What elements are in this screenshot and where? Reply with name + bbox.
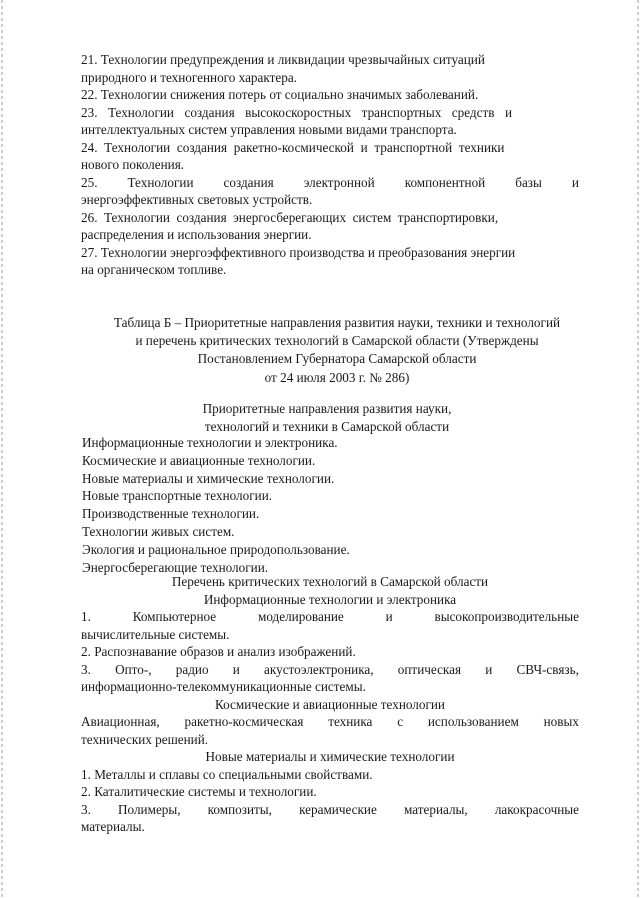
caption-line: Таблица Б – Приоритетные направления развития науки, техники и технологий [113,315,561,330]
list-item [81,86,579,104]
list-item: Космические и авиационные технологии. [82,452,316,468]
list-item: Технологии живых систем. [82,523,235,539]
list-item-line-justified: 3. Полимеры, композиты, керамические материалы, лакокрасочные [81,801,579,817]
list-item-line: информационно-телекоммуникационные системы. [81,679,366,694]
list-item-line: интеллектуальных систем управления новыми видами транспорта. [81,122,457,137]
technology-list-continued [81,51,579,279]
list-item-line: 22. Технологии снижения потерь от социально значимых заболеваний. [81,87,479,102]
group-heading: Космические и авиационные технологии [215,696,445,712]
list-item-line: 27. Технологии энергоэффективного производства и преобразования энергии [81,244,516,260]
list-item-line: распределения и использования энергии. [81,227,312,242]
list-item: Новые транспортные технологии. [82,488,273,504]
list-item-line: природного и техногенного характера. [81,69,297,85]
caption-line: и перечень критических технологий в Самарской области (Утверждены [135,333,539,349]
list-item [81,209,579,244]
scan-edge-left [1,0,3,898]
list-item [81,174,579,209]
title-line: технологий и техники в Самарской области [204,419,450,434]
critical-technologies [81,573,579,836]
list-item-line: нового поколения. [81,157,185,172]
list-item-line-justified: Авиационная, ракетно-космическая техника с использованием новых [81,714,579,729]
list-item: Энергосберегающие технологии. [82,559,269,575]
list-item [81,139,579,174]
list-item: 2. Распознавание образов и анализ изображений. [81,644,356,659]
list-item: Информационные технологии и электроника. [82,435,338,450]
list-item-line: вычислительные системы. [81,626,230,642]
list-item-line: на органическом топливе. [81,262,227,277]
critical-technologies-title: Перечень критических технологий в Самарской области [171,574,489,589]
list-item-line: энергоэффективных световых устройств. [81,192,313,207]
group-heading: Новые материалы и химические технологии [205,749,455,764]
caption-line: от 24 июля 2003 г. № 286) [264,369,410,385]
list-item-line: материалы. [81,819,145,834]
group-heading: Информационные технологии и электроника [203,591,457,607]
list-item-line-justified: 25. Технологии создания электронной компонентной базы и [81,174,579,190]
list-item-line-justified: 26. Технологии создания энергосберегающих систем транспортировки, [81,209,499,225]
list-item [81,51,579,86]
title-line: Приоритетные направления развития науки, [202,401,452,416]
list-item: 1. Металлы и сплавы со специальными свойствами. [81,766,373,782]
list-item: Производственные технологии. [82,506,260,522]
priority-directions-title [82,400,572,436]
priority-directions-list [82,434,582,576]
list-item-line-justified: 3. Опто-, радио и акустоэлектроника, оптическая и СВЧ-связь, [81,661,579,677]
list-item-line-justified: 1. Компьютерное моделирование и высокопроизводительные [81,609,579,624]
list-item-line: технических решений. [81,731,209,747]
list-item: 2. Каталитические системы и технологии. [81,784,317,799]
list-item [81,104,579,139]
caption-line: Постановлением Губернатора Самарской области [197,351,477,367]
scan-edge-right [637,0,639,898]
list-item: Экология и рациональное природопользование. [82,541,350,557]
list-item-line-justified: 23. Технологии создания высокоскоростных транспортных средств и [81,104,513,120]
list-item: Новые материалы и химические технологии. [82,470,335,486]
table-caption [82,314,592,387]
list-item-line-justified: 24. Технологии создания ракетно-космической и транспортной техники [81,139,505,155]
list-item-line: 21. Технологии предупреждения и ликвидации чрезвычайных ситуаций [81,52,485,67]
list-item [81,244,579,279]
